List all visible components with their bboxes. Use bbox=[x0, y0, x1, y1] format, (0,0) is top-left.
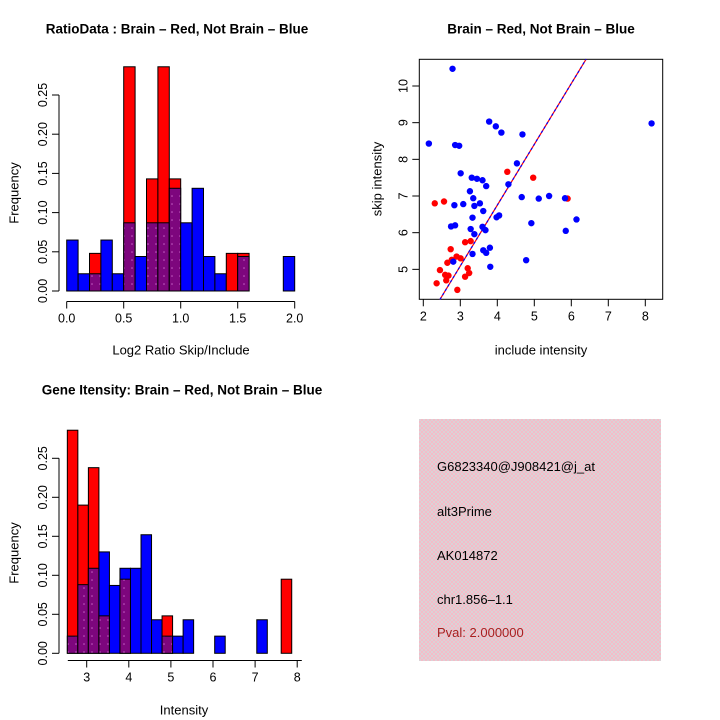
hist-bar-overlap bbox=[238, 257, 249, 291]
hist-bar-overlap bbox=[158, 223, 169, 291]
x-tick-label: 6 bbox=[567, 309, 575, 324]
hist-ratio-title: RatioData : Brain – Red, Not Brain – Blue bbox=[45, 21, 309, 37]
scatter-point-blue bbox=[573, 216, 579, 222]
scatter-point-blue bbox=[426, 140, 432, 146]
scatter-point-blue bbox=[528, 220, 534, 226]
hist-bar bbox=[173, 636, 184, 653]
scatter-point-blue bbox=[479, 177, 485, 183]
scatter-point-red bbox=[433, 280, 439, 286]
y-tick-label: 0.15 bbox=[36, 524, 50, 549]
info-probe-id: G6823340@J908421@j_at bbox=[437, 459, 595, 474]
scatter-point-red bbox=[437, 267, 443, 273]
scatter-point-red bbox=[443, 277, 449, 283]
hist-bar bbox=[215, 274, 226, 291]
scatter-point-blue bbox=[471, 231, 477, 237]
x-tick-label: 7 bbox=[604, 309, 612, 324]
scatter-point-red bbox=[466, 270, 472, 276]
scatter-point-blue bbox=[498, 129, 504, 135]
hist-bar bbox=[183, 620, 194, 654]
scatter-point-red bbox=[462, 239, 468, 245]
scatter-point-red bbox=[530, 174, 536, 180]
scatter-point-red bbox=[432, 200, 438, 206]
x-tick-label: 6 bbox=[209, 670, 217, 685]
x-tick-label: 1.0 bbox=[172, 311, 190, 326]
y-tick-label: 0.05 bbox=[36, 602, 50, 627]
hist-bar bbox=[109, 585, 120, 653]
x-tick-label: 4 bbox=[493, 309, 501, 324]
y-tick-label: 10 bbox=[396, 79, 411, 93]
y-tick-label: 6 bbox=[396, 229, 411, 237]
scatter-point-blue bbox=[536, 195, 542, 201]
hist-bar bbox=[152, 620, 163, 654]
scatter-point-blue bbox=[648, 120, 654, 126]
hist-bar bbox=[78, 274, 89, 291]
scatter-point-blue bbox=[480, 247, 486, 253]
info-splice-type: alt3Prime bbox=[437, 504, 492, 519]
info-locus: chr1.856–1.1 bbox=[437, 592, 513, 607]
scatter-point-blue bbox=[467, 188, 473, 194]
scatter-xlabel: include intensity bbox=[494, 342, 588, 358]
scatter-point-red bbox=[457, 255, 463, 261]
scatter-point-red bbox=[504, 169, 510, 175]
scatter-point-blue bbox=[449, 66, 455, 72]
y-tick-label: 0.00 bbox=[36, 641, 50, 666]
scatter-point-blue bbox=[456, 143, 462, 149]
y-tick-label: 8 bbox=[396, 155, 411, 163]
scatter-ylabel: skip intensity bbox=[369, 141, 385, 217]
hist-bar-overlap bbox=[169, 188, 180, 291]
hist-bar bbox=[204, 257, 215, 291]
hist-ratio-xlabel: Log2 Ratio Skip/Include bbox=[112, 342, 250, 358]
x-tick-label: 3 bbox=[456, 309, 464, 324]
scatter-point-blue bbox=[563, 228, 569, 234]
hist-bar bbox=[141, 535, 152, 654]
info-panel bbox=[419, 419, 661, 661]
y-tick-label: 9 bbox=[396, 119, 411, 127]
x-tick-label: 2.0 bbox=[286, 311, 304, 326]
y-tick-label: 0.15 bbox=[36, 161, 50, 186]
scatter-point-blue bbox=[505, 181, 511, 187]
hist-bar bbox=[281, 579, 292, 653]
scatter-point-blue bbox=[562, 195, 568, 201]
y-tick-label: 0.25 bbox=[36, 446, 50, 471]
y-tick-label: 0.00 bbox=[36, 278, 50, 304]
hist-bar-overlap bbox=[67, 636, 78, 653]
scatter-point-blue bbox=[467, 226, 473, 232]
scatter-point-red bbox=[441, 198, 447, 204]
scatter-point-blue bbox=[469, 251, 475, 257]
x-tick-label: 8 bbox=[293, 670, 301, 685]
y-tick-label: 0.10 bbox=[36, 200, 50, 225]
scatter-point-blue bbox=[460, 201, 466, 207]
hist-bar bbox=[226, 253, 237, 291]
x-tick-label: 1.5 bbox=[229, 311, 247, 326]
y-tick-label: 0.05 bbox=[36, 239, 50, 264]
hist-gene-xlabel: Intensity bbox=[159, 702, 209, 718]
hist-bar-overlap bbox=[120, 579, 131, 653]
scatter-point-red bbox=[444, 260, 450, 266]
y-tick-label: 5 bbox=[396, 265, 411, 273]
scatter-plot bbox=[360, 0, 720, 360]
scatter-point-blue bbox=[477, 200, 483, 206]
hist-bar bbox=[67, 240, 78, 291]
x-tick-label: 8 bbox=[641, 309, 649, 324]
hist-bar-overlap bbox=[124, 223, 135, 291]
scatter-point-blue bbox=[470, 195, 476, 201]
hist-bar-overlap bbox=[78, 585, 89, 654]
x-tick-label: 0.0 bbox=[58, 311, 76, 326]
hist-bar bbox=[67, 430, 78, 653]
x-tick-label: 7 bbox=[251, 670, 259, 685]
x-tick-label: 5 bbox=[530, 309, 538, 324]
hist-gene-title: Gene Itensity: Brain – Red, Not Brain – Blue bbox=[41, 382, 323, 398]
scatter-point-blue bbox=[452, 222, 458, 228]
x-tick-label: 4 bbox=[125, 670, 133, 685]
scatter-point-blue bbox=[471, 203, 477, 209]
hist-bar bbox=[257, 620, 268, 654]
scatter-point-blue bbox=[451, 202, 457, 208]
scatter-point-blue bbox=[457, 170, 463, 176]
hist-bar bbox=[101, 240, 112, 291]
scatter-point-blue bbox=[546, 193, 552, 199]
info-pval: Pval: 2.000000 bbox=[437, 625, 524, 640]
scatter-point-blue bbox=[514, 160, 520, 166]
scatter-point-blue bbox=[523, 257, 529, 263]
scatter-point-red bbox=[454, 287, 460, 293]
hist-ratio-plot bbox=[0, 0, 360, 360]
hist-bar bbox=[192, 188, 203, 291]
hist-bar bbox=[283, 257, 294, 291]
scatter-point-blue bbox=[480, 208, 486, 214]
hist-gene-plot bbox=[0, 360, 360, 720]
hist-bar bbox=[130, 568, 141, 653]
x-tick-label: 2 bbox=[419, 309, 427, 324]
x-tick-label: 5 bbox=[167, 670, 175, 685]
info-accession: AK014872 bbox=[437, 548, 498, 563]
hist-bar bbox=[181, 223, 192, 291]
hist-bar-overlap bbox=[88, 568, 99, 653]
scatter-point-blue bbox=[486, 118, 492, 124]
scatter-point-blue bbox=[474, 176, 480, 182]
scatter-point-blue bbox=[482, 227, 488, 233]
hist-ratio-ylabel: Frequency bbox=[6, 162, 22, 224]
scatter-point-red bbox=[447, 246, 453, 252]
hist-bar bbox=[215, 636, 226, 653]
x-tick-label: 0.5 bbox=[115, 311, 133, 326]
hist-bar bbox=[135, 257, 146, 291]
scatter-point-red bbox=[467, 238, 473, 244]
y-tick-label: 0.20 bbox=[36, 485, 50, 510]
x-tick-label: 3 bbox=[83, 670, 91, 685]
y-tick-label: 7 bbox=[396, 192, 411, 200]
scatter-point-blue bbox=[519, 131, 525, 137]
y-tick-label: 0.20 bbox=[36, 122, 50, 147]
scatter-point-blue bbox=[493, 214, 499, 220]
scatter-point-blue bbox=[483, 183, 489, 189]
hist-bar-overlap bbox=[162, 636, 173, 653]
scatter-point-blue bbox=[519, 194, 525, 200]
scatter-point-blue bbox=[487, 264, 493, 270]
scatter-point-blue bbox=[487, 245, 493, 251]
scatter-point-blue bbox=[450, 258, 456, 264]
hist-bar bbox=[112, 274, 123, 291]
y-tick-label: 0.10 bbox=[36, 563, 50, 588]
hist-gene-ylabel: Frequency bbox=[6, 522, 22, 584]
scatter-title: Brain – Red, Not Brain – Blue bbox=[447, 21, 635, 37]
hist-bar-overlap bbox=[90, 274, 101, 291]
scatter-point-blue bbox=[493, 123, 499, 129]
hist-bar-overlap bbox=[147, 223, 158, 291]
hist-bar-overlap bbox=[99, 616, 110, 653]
y-tick-label: 0.25 bbox=[36, 82, 50, 108]
scatter-point-blue bbox=[469, 214, 475, 220]
